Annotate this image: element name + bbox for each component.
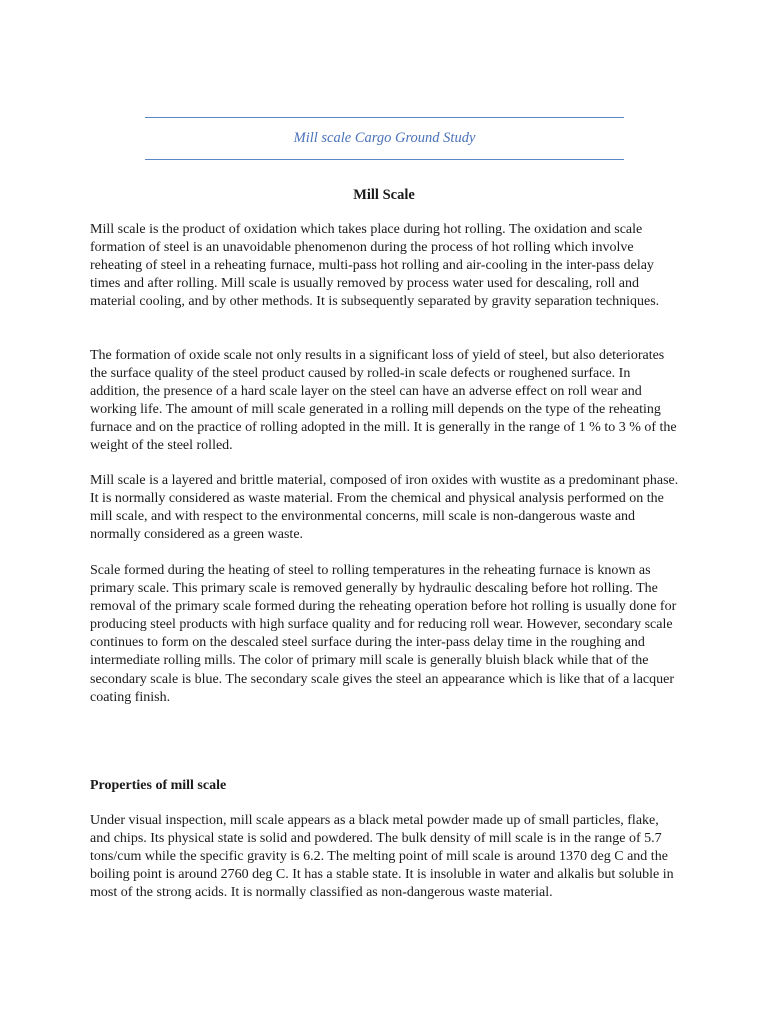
section-heading-properties: Properties of mill scale bbox=[90, 778, 227, 793]
paragraph-4: Scale formed during the heating of steel to rolling temperatures in the reheating furnace is known as primary scale. This primary scale is removed generally by hydraulic descaling before hot rolling. The removal of the primary scale formed during the reheating operation before hot rolling is usually done for producing steel products with high surface quality and for reducing roll wear. However, secondary scale continues to form on the descaled steel surface during the inter-pass delay time in the roughing and intermediate rolling mills. The color of primary mill scale is generally bluish black while that of the secondary scale is blue. The secondary scale gives the steel an appearance which is like that of a lacquer coating finish. bbox=[90, 563, 677, 705]
running-header-title: Mill scale Cargo Ground Study bbox=[293, 130, 476, 146]
paragraph-2: The formation of oxide scale not only results in a significant loss of yield of steel, but also deteriorates the surface quality of the steel product caused by rolled-in scale defects or roughened surface. In addition, the presence of a hard scale layer on the steel can have an adverse effect on roll wear and working life. The amount of mill scale generated in a rolling mill depends on the type of the reheating furnace and on the practice of rolling adopted in the mill. It is generally in the range of 1 % to 3 % of the weight of the steel rolled. bbox=[90, 348, 677, 454]
paragraph-3: Mill scale is a layered and brittle material, composed of iron oxides with wustite as a predominant phase. It is normally considered as waste material. From the chemical and physical analysis performed on the mill scale, and with respect to the environmental concerns, mill scale is non-dangerous waste and normally considered as a green waste. bbox=[90, 473, 679, 543]
document-title: Mill Scale bbox=[353, 187, 415, 203]
header-bottom-rule bbox=[145, 159, 624, 160]
paragraph-1: Mill scale is the product of oxidation which takes place during hot rolling. The oxidation and scale formation of steel is an unavoidable phenomenon during the process of hot rolling which involve reheating of steel in a reheating furnace, multi-pass hot rolling and air-cooling in the inter-pass delay times and after rolling. Mill scale is usually removed by process water used for descaling, roll and material cooling, and by other methods. It is subsequently separated by gravity separation techniques. bbox=[90, 222, 660, 310]
paragraph-properties: Under visual inspection, mill scale appears as a black metal powder made up of small particles, flake, and chips. Its physical state is solid and powdered. The bulk density of mill scale is in the range of 5.7 tons/cum while the specific gravity is 6.2. The melting point of mill scale is around 1370 deg C and the boiling point is around 2760 deg C. It has a stable state. It is insoluble in water and alkalis but soluble in most of the strong acids. It is normally classified as non-dangerous waste material. bbox=[90, 813, 674, 901]
header-top-rule bbox=[145, 117, 624, 118]
